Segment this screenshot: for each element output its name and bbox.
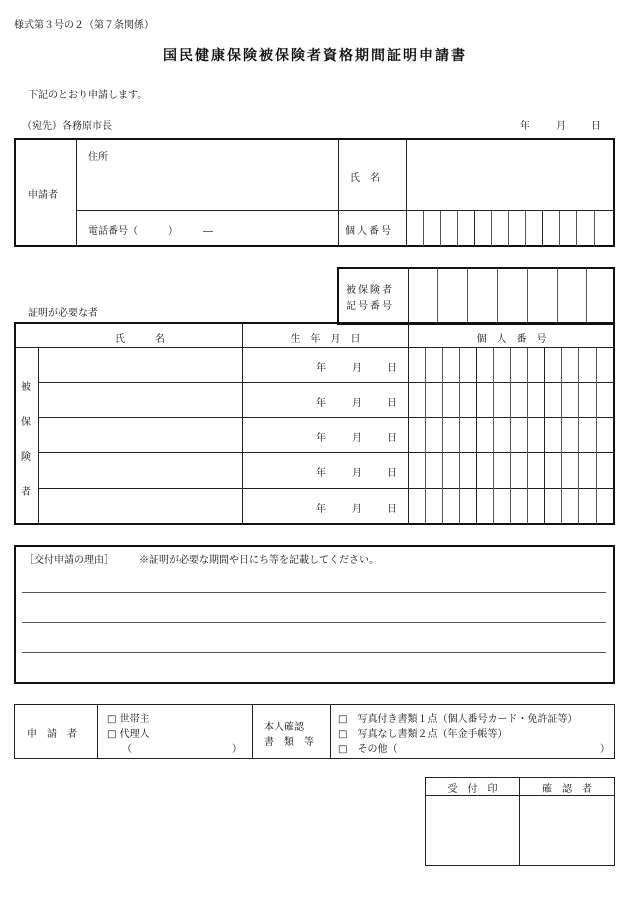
address-label: 住所 [88,152,108,163]
reason-label: ［交付申請の理由］ [24,555,114,566]
id-docs-label-1: 本人確認 [264,722,304,733]
row-year-label: 年 [316,398,326,409]
confirmer-label: 確 認 者 [542,784,592,795]
row-year-label: 年 [316,468,326,479]
phone-label: 電話番号（ ） ― [88,226,213,237]
agent-name-field[interactable]: （ ） [122,744,242,755]
row-month-label: 月 [352,433,362,444]
row-month-label: 月 [352,363,362,374]
row-year-label: 年 [316,363,326,374]
insured-name-field[interactable] [41,420,240,450]
header-birth: 生 年 月 日 [290,334,361,345]
applicant-label: 申請者 [28,190,58,201]
addressee: （宛先）各務原市長 [22,121,112,132]
applicant-personal-number-field[interactable] [408,212,613,245]
bottom-applicant-label: 申 請 者 [27,729,77,740]
date-month-label: 月 [556,121,566,132]
form-number: 様式第３号の２（第７条関係） [14,20,154,31]
row-month-label: 月 [352,468,362,479]
side-label-1: 被 [21,382,31,393]
row-month-label: 月 [352,398,362,409]
reason-textarea[interactable] [22,566,606,676]
doc-option-other-close: ） [600,744,610,755]
address-field[interactable] [80,165,335,207]
header-name: 氏 名 [115,334,165,345]
insurance-symbol-label-1: 被保険者 [346,285,394,296]
row-day-label: 日 [387,363,397,374]
insurance-symbol-field[interactable] [410,270,613,322]
reason-note: ※証明が必要な期間や日にち等を記載してください。 [139,555,379,566]
option-head-of-household[interactable]: □ 世帯主 [107,714,150,725]
id-docs-label-2: 書 類 等 [264,737,314,748]
receipt-stamp-label: 受 付 印 [447,784,498,795]
row-year-label: 年 [316,433,326,444]
applicant-name-field[interactable] [409,142,612,208]
side-label-2: 保 [21,417,31,428]
date-year-label: 年 [520,121,530,132]
side-label-3: 険 [21,452,31,463]
row-month-label: 月 [352,504,362,515]
side-label-4: 者 [21,487,31,498]
insured-name-field[interactable] [41,491,240,521]
row-day-label: 日 [387,398,397,409]
insured-name-field[interactable] [41,385,240,415]
date-day-label: 日 [591,121,601,132]
row-day-label: 日 [387,468,397,479]
personal-number-label: 個人番号 [345,226,393,237]
insured-name-field[interactable] [41,455,240,485]
page-title: 国民健康保険被保険者資格期間証明申請書 [163,48,467,64]
doc-option-photo-id[interactable]: □ 写真付き書類１点（個人番号カード・免許証等） [338,714,578,725]
name-label: 氏 名 [350,173,380,184]
doc-option-non-photo[interactable]: □ 写真なし書類２点（年金手帳等） [338,729,508,740]
intro-text: 下記のとおり申請します。 [28,90,148,101]
row-day-label: 日 [387,433,397,444]
option-agent[interactable]: □ 代理人 [107,729,150,740]
header-personal-number: 個 人 番 号 [476,334,547,345]
insured-section-label: 証明が必要な者 [28,308,98,319]
insurance-symbol-label-2: 記号番号 [346,301,394,312]
row-year-label: 年 [316,504,326,515]
row-day-label: 日 [387,504,397,515]
doc-option-other[interactable]: □ その他（ [338,744,398,755]
insured-name-field[interactable] [41,350,240,380]
